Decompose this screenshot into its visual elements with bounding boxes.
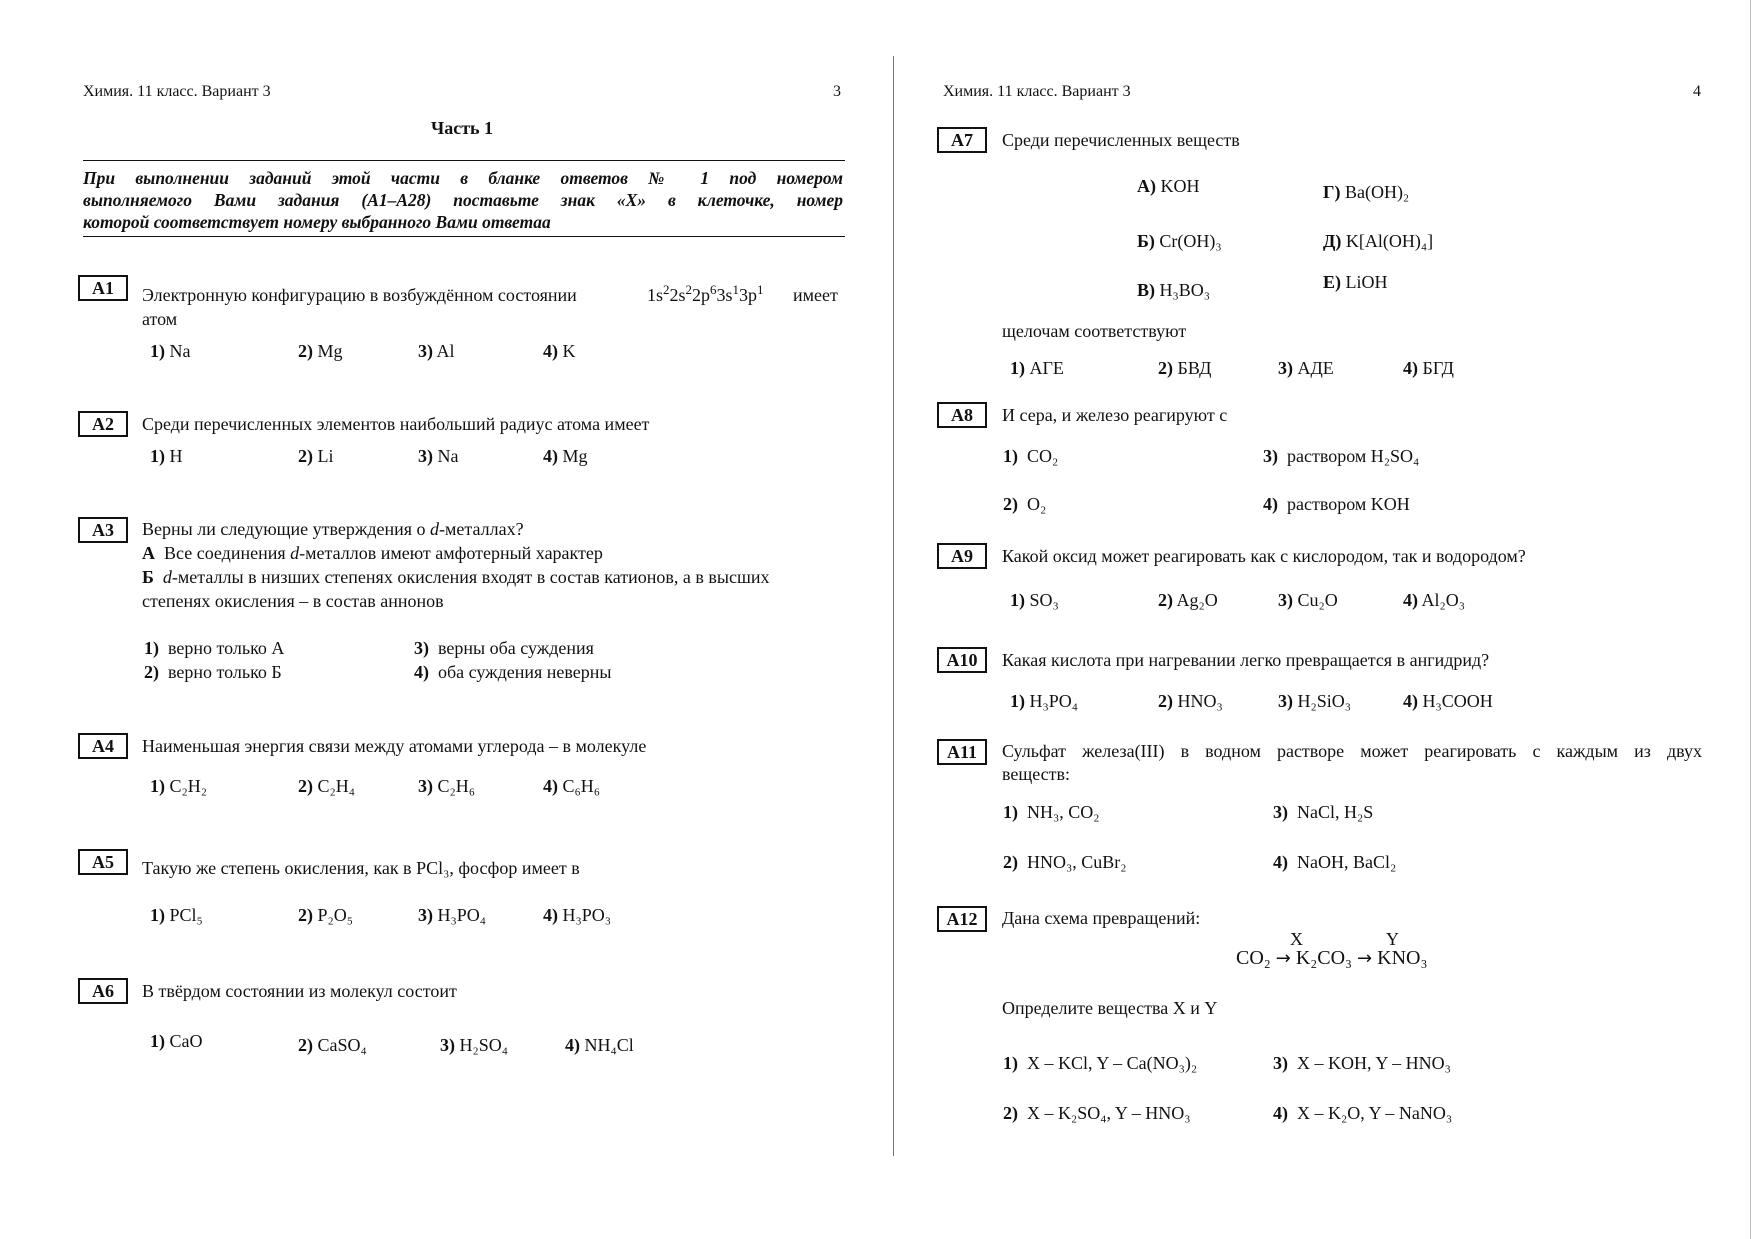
option-text: H₃PO₄ [437,905,487,925]
statement-text: d [162,567,172,587]
scheme-reagent-x: X [1290,929,1303,949]
option-number: 1) [150,341,165,361]
answer-option [1278,590,1338,611]
option-number: 1) [150,905,165,925]
answer-option [1003,802,1100,823]
answer-option [414,662,612,683]
answer-option [1263,446,1419,467]
instructions [83,167,843,233]
answer-option [414,638,594,659]
question-text: Какой оксид может реагировать как с кислородом, так и водородом? [1002,546,1526,566]
option-text: Cu₂O [1297,590,1338,610]
option-text: K [562,341,576,361]
answer-option [1003,852,1127,873]
answer-option [1403,590,1465,611]
option-number: 3) [418,341,433,361]
answer-option [150,341,191,362]
answer-option [418,905,486,926]
option-number: 4) [1403,590,1418,610]
option-number: 2) [1003,1103,1018,1123]
question-text: В твёрдом состоянии из молекул состоит [142,981,457,1001]
option-number: 3) [1273,1053,1288,1073]
option-text: C₂H₄ [317,776,356,796]
option-text: H₂SiO₃ [1297,691,1352,711]
option-number: 4) [543,446,558,466]
answer-option [298,341,343,362]
answer-option [150,776,207,797]
option-text: Na [169,341,191,361]
option-number: 2) [298,905,313,925]
option-number: 1) [150,446,165,466]
answer-option [144,662,282,683]
option-number: 2) [1158,691,1173,711]
answer-option [1278,358,1334,379]
option-text: БГД [1422,358,1454,378]
answer-option [298,905,353,926]
option-number: 4) [414,662,429,682]
question-text-part: , фосфор имеет в [449,858,580,878]
answer-option [565,1035,634,1056]
option-number: 1) [1003,802,1018,822]
answer-option [440,1035,508,1056]
option-number: 1) [1010,590,1025,610]
substance-letter: В) [1137,280,1155,300]
page-number: 4 [1693,83,1701,100]
question-text-part: имеет [793,285,838,305]
option-text: H₂SO₄ [459,1035,509,1055]
question-label: A11 [937,739,987,765]
option-text: NaCl, H₂S [1297,802,1374,822]
substance-letter: Б) [1137,231,1155,251]
question-text: Среди перечисленных веществ [1002,130,1240,150]
substance-letter: Г) [1323,182,1341,202]
option-number: 4) [1273,1103,1288,1123]
option-number: 3) [1273,802,1288,822]
option-text: Mg [562,446,588,466]
statement-text: -металлы в низших степенях окисления входят в состав катионов, а в высших [171,567,770,587]
option-text: C₂H₆ [437,776,476,796]
option-number: 4) [543,905,558,925]
option-text: АГЕ [1029,358,1064,378]
question-label: A3 [78,517,128,543]
option-number: 2) [1158,590,1173,610]
substance-item [1137,231,1222,252]
option-text: раствором H₂SO₄ [1287,446,1420,466]
question-followup: Определите вещества X и Y [1002,998,1218,1018]
option-text: CO₂ [1027,446,1059,466]
option-text: H₃PO₃ [562,905,612,925]
option-text: P₂O₅ [317,905,354,925]
question-label: A8 [937,402,987,428]
page-header: Химия. 11 класс. Вариант 3 [943,83,1131,100]
page-divider [893,56,894,1156]
answer-option [1158,691,1223,712]
question-label: A7 [937,127,987,153]
option-text: NaOH, BaCl₂ [1297,852,1397,872]
option-number: 4) [543,776,558,796]
option-text: PCl₅ [169,905,203,925]
electron-config: $1s^22s^22p^63s^13p^1$ [647,281,764,305]
substance-letter: Е) [1323,272,1341,292]
option-number: 3) [1278,691,1293,711]
option-text: CaO [169,1031,203,1051]
answer-option [1403,691,1493,712]
substance-formula: LiOH [1345,272,1388,292]
option-number: 3) [1278,590,1293,610]
option-text: верно только Б [168,662,282,682]
answer-option [1403,358,1454,379]
option-number: 1) [1010,358,1025,378]
option-text: оба суждения неверны [438,662,612,682]
option-number: 2) [298,776,313,796]
question-text: Какая кислота при нагревании легко превращается в ангидрид? [1002,650,1490,670]
statement-b [142,567,770,588]
option-text: раствором KOH [1287,494,1410,514]
answer-option [1010,358,1064,379]
option-text: X – KCl, Y – Ca(NO₃)₂ [1027,1053,1198,1073]
question-text-part: d [430,519,440,539]
option-text: Li [317,446,334,466]
substance-letter: Д) [1323,231,1342,251]
option-text: Mg [317,341,343,361]
option-text: X – KOH, Y – HNO₃ [1297,1053,1451,1073]
answer-option [1273,1103,1452,1124]
statement-text: d [290,543,300,563]
option-text: CaSO₄ [317,1035,367,1055]
option-text: X – K₂SO₄, Y – HNO₃ [1027,1103,1191,1123]
answer-option [1278,691,1351,712]
answer-option [543,341,576,362]
option-number: 2) [298,341,313,361]
page-header: Химия. 11 класс. Вариант 3 [83,83,271,100]
option-number: 1) [144,638,159,658]
option-text: H₃PO₄ [1029,691,1079,711]
option-text: HNO₃, CuBr₂ [1027,852,1127,872]
arrow-icon: → [1357,948,1373,969]
answer-option [150,446,183,467]
option-text: O₂ [1027,494,1047,514]
answer-option [1158,590,1218,611]
answer-option [298,1035,367,1056]
question-text-part: PCl₃ [416,858,450,878]
option-text: HNO₃ [1177,691,1223,711]
option-text: NH₃, CO₂ [1027,802,1100,822]
option-number: 2) [144,662,159,682]
option-number: 3) [440,1035,455,1055]
option-number: 3) [1278,358,1293,378]
substance-item [1137,176,1200,197]
question-text-part: Верны ли следующие утверждения о [142,519,431,539]
question-label: A2 [78,411,128,437]
statement-text: степенях окисления – в состав аннонов [142,591,444,611]
question-text: Наименьшая энергия связи между атомами углерода – в молекуле [142,736,647,756]
scheme-compound: CO₂ [1236,947,1271,969]
answer-option [543,446,588,467]
transformation-scheme [1236,947,1427,970]
answer-option [1003,446,1058,467]
option-text: верны оба суждения [438,638,594,658]
page-number: 3 [833,83,841,100]
question-text [142,858,580,879]
option-number: 2) [1003,494,1018,514]
answer-option [144,638,284,659]
answer-option [418,446,459,467]
statement-a [142,543,603,564]
option-text: Al [436,341,455,361]
question-label: A4 [78,733,128,759]
answer-option [1003,494,1046,515]
option-number: 3) [418,776,433,796]
question-text-part: веществ: [1002,764,1071,784]
option-number: 4) [1403,691,1418,711]
option-text: C₆H₆ [562,776,601,796]
option-text: АДЕ [1297,358,1334,378]
answer-option [1010,691,1078,712]
answer-option [1010,590,1059,611]
option-number: 2) [1003,852,1018,872]
answer-option [150,905,203,926]
statement-label: Б [142,567,154,587]
answer-option [543,776,600,797]
option-number: 2) [1158,358,1173,378]
question-followup: щелочам соответствуют [1002,321,1187,341]
substance-formula: H₃BO₃ [1159,280,1211,300]
answer-option [1003,1053,1197,1074]
question-text: И сера, и железо реагируют с [1002,405,1228,425]
option-text: Na [437,446,459,466]
option-number: 3) [418,446,433,466]
answer-option [298,446,334,467]
substance-item [1323,182,1409,203]
option-number: 4) [565,1035,580,1055]
option-text: H₃COOH [1422,691,1493,711]
question-text-part: Электронную конфигурацию в возбуждённом состоянии [142,285,577,305]
question-label: A9 [937,543,987,569]
answer-option [418,341,455,362]
answer-option [1003,1103,1191,1124]
arrow-icon: → [1275,948,1291,969]
part-title: Часть 1 [431,118,494,138]
option-number: 4) [543,341,558,361]
option-text: X – K₂O, Y – NaNO₃ [1297,1103,1453,1123]
option-text: верно только А [168,638,285,658]
answer-option [1158,358,1211,379]
question-label: A10 [937,647,987,673]
option-text: Ag₂O [1176,590,1218,610]
instructions-line: При выполнении заданий этой части в бланке ответов № 1 под номером [83,168,843,188]
question-text [142,519,524,540]
question-text-part: атом [142,309,178,329]
option-text: Al₂O₃ [1421,590,1466,610]
question-label: A5 [78,849,128,875]
scheme-compound: K₂CO₃ [1295,947,1353,969]
option-number: 3) [1263,446,1278,466]
scheme-compound: KNO₃ [1377,947,1428,969]
answer-option [1273,1053,1451,1074]
question-label: A6 [78,978,128,1004]
option-text: SO₃ [1029,590,1059,610]
question-text-part: Сульфат железа(III) в водном растворе может реагировать с каждым из двух [1002,741,1702,761]
answer-option [1263,494,1410,515]
statement-text: Все соединения [164,543,291,563]
instructions-line: которой соответствует номеру выбранного Вами ответаа [83,212,551,232]
option-number: 2) [298,446,313,466]
substance-formula: Cr(OH)₃ [1159,231,1222,251]
answer-option [150,1031,203,1052]
question-text [142,285,577,306]
divider [83,160,845,161]
scheme-reagent-y: Y [1386,929,1399,949]
answer-option [298,776,355,797]
option-number: 1) [1003,1053,1018,1073]
option-number: 2) [298,1035,313,1055]
question-text-part: Такую же степень окисления, как в [142,858,417,878]
question-text-part: -металлах? [439,519,524,539]
answer-option [1273,852,1396,873]
page-edge [1750,0,1751,1239]
substance-item [1323,231,1433,252]
option-number: 1) [150,1031,165,1051]
option-text: C₂H₂ [169,776,208,796]
option-number: 4) [1403,358,1418,378]
option-number: 3) [414,638,429,658]
statement-label: А [142,543,155,563]
option-number: 1) [1010,691,1025,711]
substance-formula: K[Al(OH)₄] [1345,231,1434,251]
divider [83,236,845,237]
option-number: 3) [418,905,433,925]
option-number: 4) [1273,852,1288,872]
question-text: Среди перечисленных элементов наибольший радиус атома имеет [142,414,650,434]
answer-option [418,776,475,797]
substance-item [1323,272,1388,293]
substance-letter: А) [1137,176,1156,196]
substance-formula: Ba(OH)₂ [1344,182,1410,202]
substance-formula: KOH [1160,176,1200,196]
statement-text: -металлов имеют амфотерный характер [299,543,603,563]
option-number: 1) [1003,446,1018,466]
option-number: 4) [1263,494,1278,514]
option-text: БВД [1177,358,1212,378]
option-number: 1) [150,776,165,796]
answer-option [1273,802,1373,823]
option-text: NH₄Cl [584,1035,634,1055]
answer-option [543,905,611,926]
question-label: A1 [78,275,128,301]
substance-item [1137,280,1210,301]
instructions-line: выполняемого Вами задания (А1–А28) поставьте знак «X» в клеточке, номер [83,190,843,210]
question-text: Дана схема превращений: [1002,908,1201,928]
question-label: A12 [937,906,987,932]
option-text: H [169,446,183,466]
